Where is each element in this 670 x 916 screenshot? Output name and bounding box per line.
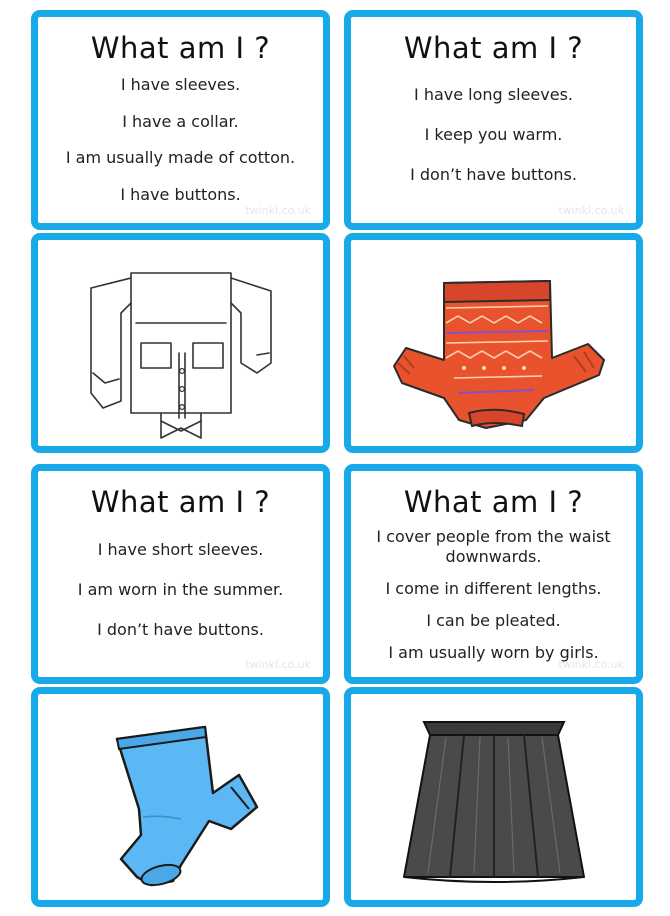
picture-card-2 [344,233,643,453]
jumper-icon [374,248,614,438]
clue-text: I come in different lengths. [385,579,602,598]
skirt-icon [394,697,594,897]
clue-text: I have short sleeves. [97,540,264,559]
picture-card-4 [344,687,643,907]
watermark: twinkl.co.uk [245,658,311,671]
card-title: What am I ? [403,485,584,519]
clue-text: I am usually worn by girls. [388,643,599,662]
clue-text: I keep you warm. [424,125,563,144]
clue-card-3 [31,464,330,684]
picture-card-1 [31,233,330,453]
clue-text: I am usually made of cotton. [65,148,296,167]
clue-text: I am worn in the summer. [77,580,284,599]
watermark: twinkl.co.uk [558,204,624,217]
clue-text: I don’t have buttons. [97,620,264,639]
shirt-outline-icon [81,243,281,443]
clue-text: I don’t have buttons. [410,165,577,184]
clue-text: I have buttons. [120,185,241,204]
card-title: What am I ? [90,31,271,65]
clue-card-1 [31,10,330,230]
card-title: What am I ? [403,31,584,65]
watermark: twinkl.co.uk [558,658,624,671]
clue-text: I cover people from the waist downwards. [376,527,611,566]
clue-card-2 [344,10,643,230]
card-title: What am I ? [90,485,271,519]
picture-card-3 [31,687,330,907]
clue-text: I can be pleated. [426,611,561,630]
clue-card-4 [344,464,643,684]
clue-text: I have long sleeves. [414,85,573,104]
clue-text: I have sleeves. [120,75,241,94]
clue-text: I have a collar. [122,112,239,131]
watermark: twinkl.co.uk [245,204,311,217]
tshirt-icon [81,697,281,897]
